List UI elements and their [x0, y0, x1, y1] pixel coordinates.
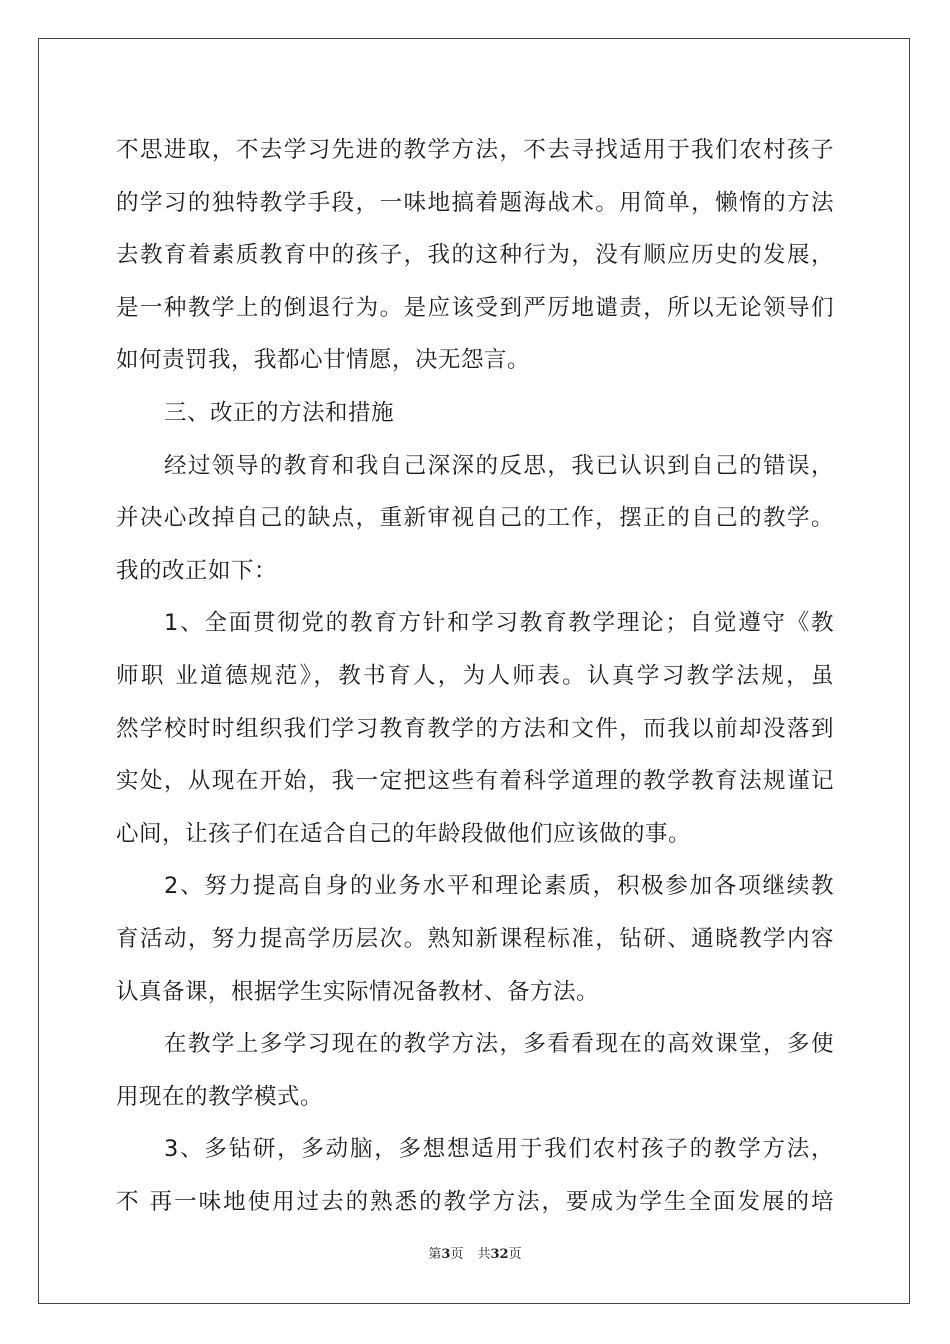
text-line: 3、多钻研，多动脑，多想想适用于我们农村孩子的教学方法，: [164, 1136, 834, 1163]
text-line: 不思进取，不去学习先进的教学方法，不去寻找适用于我们农村孩子: [116, 137, 834, 163]
footer-prefix: 第: [428, 1247, 442, 1262]
text-line: 实处，从现在开始，我一定把这些有着科学道理的教学教育法规谨记: [116, 768, 834, 795]
text-line: 心间，让孩子们在适合自己的年龄段做他们应该做的事。: [116, 820, 692, 847]
text-line: 不 再一味地使用过去的熟悉的教学方法，要成为学生全面发展的培: [116, 1188, 834, 1215]
text-line: 认真备课，根据学生实际情况备教材、备方法。: [116, 978, 600, 1005]
footer-page-unit: 页: [450, 1247, 464, 1262]
text-line: 并决心改掉自己的缺点，重新审视自己的工作，摆正的自己的教学。: [116, 505, 834, 532]
text-line: 育活动，努力提高学历层次。熟知新课程标准，钻研、通晓教学内容: [116, 925, 834, 952]
text-line: 我的改正如下：: [116, 557, 278, 584]
text-line: 然学校时时组织我们学习教育教学的方法和文件，而我以前却没落到: [116, 715, 834, 742]
text-line: 去教育着素质教育中的孩子，我的这种行为，没有顺应历史的发展，: [116, 242, 834, 269]
text-line: 在教学上多学习现在的教学方法，多看看现在的高效课堂，多使: [164, 1031, 834, 1058]
text-line: 师职 业道德规范》，教书育人，为人师表。认真学习教学法规，虽: [116, 662, 834, 689]
current-page-number: 3: [441, 1247, 451, 1262]
text-line: 是一种教学上的倒退行为。是应该受到严厉地谴责，所以无论领导们: [116, 294, 834, 321]
text-line: 经过领导的教育和我自己深深的反思，我已认识到自己的错误，: [164, 452, 834, 479]
page-footer: [0, 1243, 950, 1262]
document-body: [116, 124, 834, 1228]
text-line: 2、努力提高自身的业务水平和理论素质，积极参加各项继续教: [164, 873, 834, 900]
footer-total-prefix: 共: [477, 1247, 491, 1262]
footer-total-unit: 页: [508, 1247, 522, 1262]
section-heading: 三、改正的方法和措施: [164, 399, 395, 426]
total-page-count: 32: [490, 1247, 509, 1262]
text-line: 1、全面贯彻党的教育方针和学习教育教学理论；自觉遵守《教: [164, 610, 834, 637]
text-line: 用现在的教学模式。: [116, 1083, 324, 1110]
text-line: 的学习的独特教学手段，一味地搞着题海战术。用简单，懒惰的方法: [116, 189, 834, 216]
text-line: 如何责罚我，我都心甘情愿，决无怨言。: [116, 347, 531, 374]
